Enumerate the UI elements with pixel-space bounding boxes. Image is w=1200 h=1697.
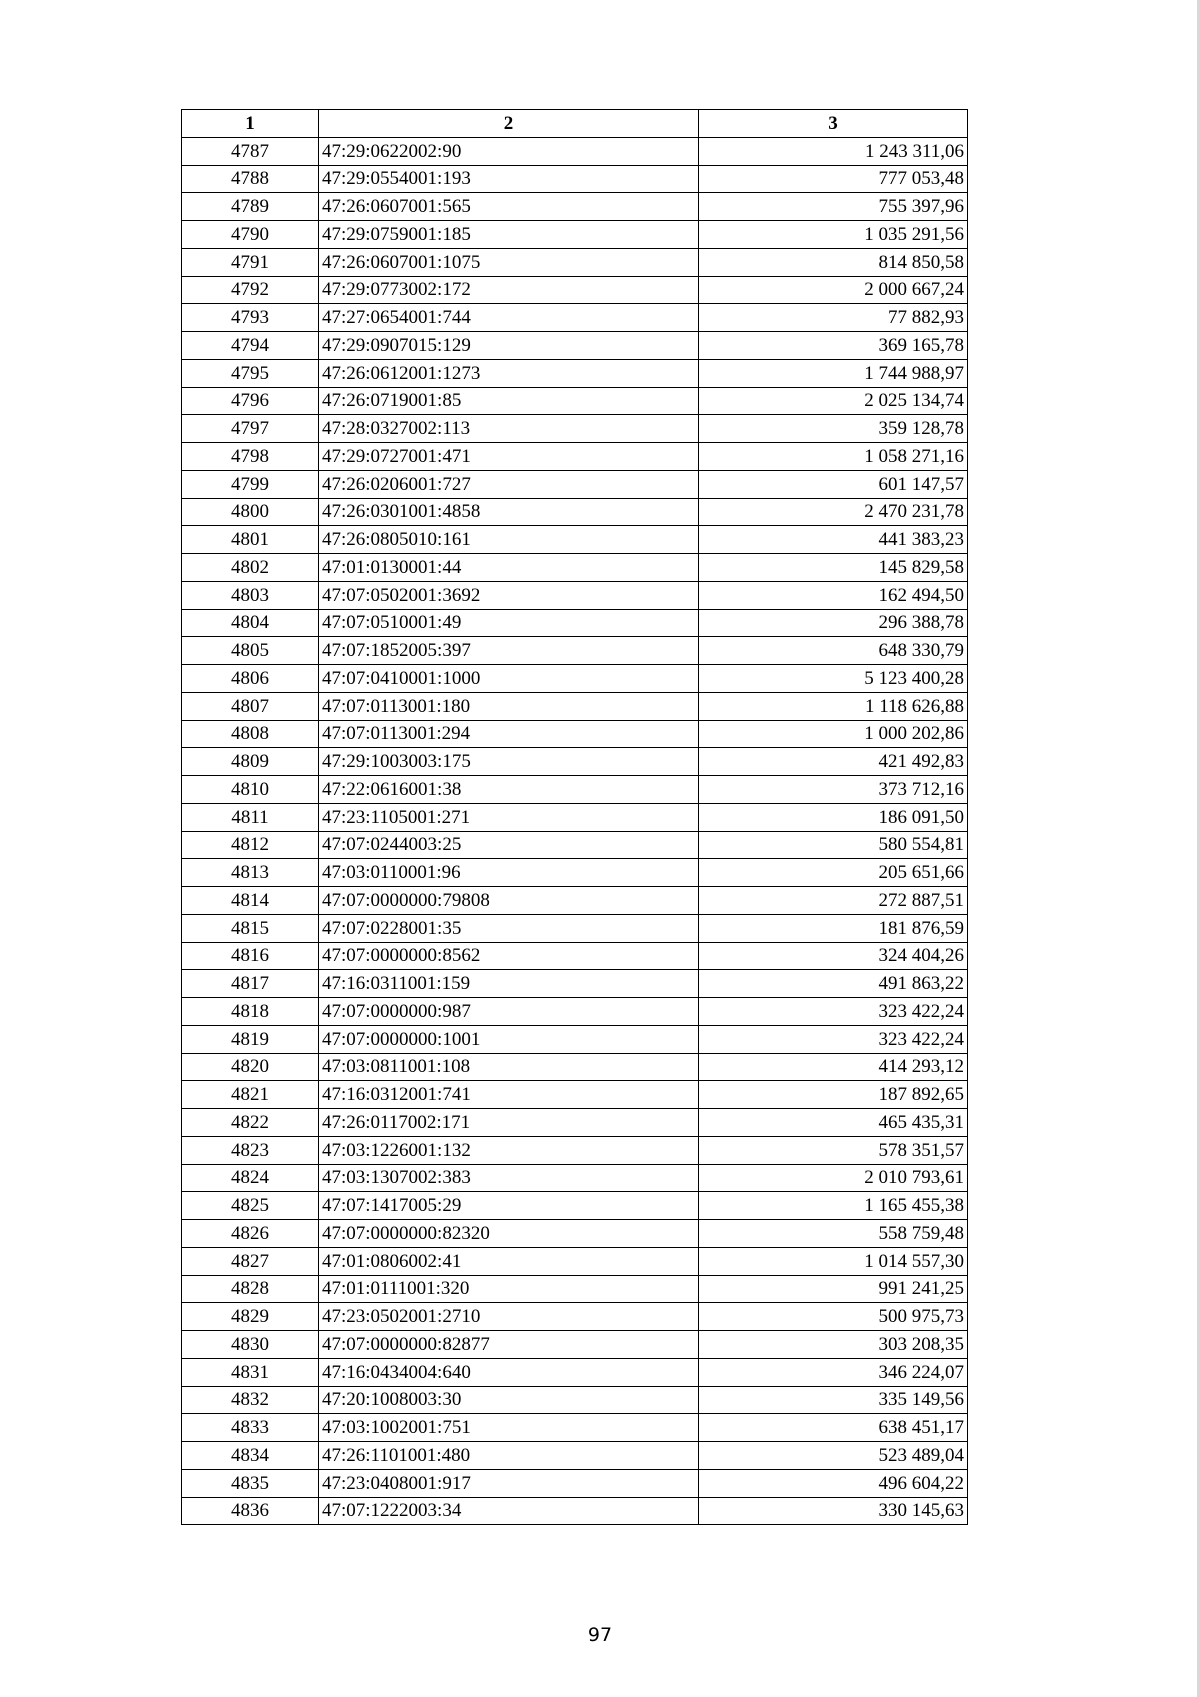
table-row [182,1164,968,1192]
table-row [182,859,968,887]
value-cell: 441 383,23 [699,526,968,554]
cadastral-number-cell: 47:07:0000000:987 [319,998,699,1026]
row-number-cell: 4835 [182,1469,319,1497]
cadastral-number-cell: 47:01:0806002:41 [319,1247,699,1275]
row-number-cell: 4801 [182,526,319,554]
table-body [182,137,968,1525]
table-row [182,1081,968,1109]
value-cell: 181 876,59 [699,914,968,942]
value-cell: 1 014 557,30 [699,1247,968,1275]
table-header [182,110,968,138]
table-row [182,193,968,221]
cadastral-number-cell: 47:07:0113001:294 [319,720,699,748]
cadastral-number-cell: 47:07:0113001:180 [319,692,699,720]
cadastral-number-cell: 47:23:0408001:917 [319,1469,699,1497]
value-cell: 1 058 271,16 [699,443,968,471]
row-number-cell: 4825 [182,1192,319,1220]
row-number-cell: 4789 [182,193,319,221]
row-number-cell: 4809 [182,748,319,776]
cadastral-number-cell: 47:28:0327002:113 [319,415,699,443]
table-row [182,1469,968,1497]
table-row [182,554,968,582]
cadastral-number-cell: 47:03:1226001:132 [319,1136,699,1164]
table-row [182,998,968,1026]
table-row [182,165,968,193]
row-number-cell: 4820 [182,1053,319,1081]
table-row [182,1053,968,1081]
table-row [182,137,968,165]
value-cell: 186 091,50 [699,803,968,831]
table-row [182,1136,968,1164]
column-header-2: 2 [319,110,699,138]
value-cell: 755 397,96 [699,193,968,221]
cadastral-number-cell: 47:26:0607001:565 [319,193,699,221]
table-row [182,887,968,915]
row-number-cell: 4808 [182,720,319,748]
cadastral-number-cell: 47:07:0000000:82877 [319,1331,699,1359]
value-cell: 187 892,65 [699,1081,968,1109]
value-cell: 205 651,66 [699,859,968,887]
cadastral-number-cell: 47:29:0727001:471 [319,443,699,471]
cadastral-number-cell: 47:03:0110001:96 [319,859,699,887]
row-number-cell: 4818 [182,998,319,1026]
value-cell: 421 492,83 [699,748,968,776]
row-number-cell: 4796 [182,387,319,415]
row-number-cell: 4791 [182,248,319,276]
value-cell: 777 053,48 [699,165,968,193]
row-number-cell: 4806 [182,665,319,693]
cadastral-number-cell: 47:07:0244003:25 [319,831,699,859]
table-row [182,332,968,360]
table-row [182,637,968,665]
row-number-cell: 4817 [182,970,319,998]
value-cell: 296 388,78 [699,609,968,637]
cadastral-number-cell: 47:26:0607001:1075 [319,248,699,276]
table-row [182,665,968,693]
cadastral-number-cell: 47:23:0502001:2710 [319,1303,699,1331]
table-row [182,803,968,831]
table-row [182,359,968,387]
cadastral-number-cell: 47:26:0805010:161 [319,526,699,554]
cadastral-number-cell: 47:07:0510001:49 [319,609,699,637]
row-number-cell: 4811 [182,803,319,831]
table-row [182,415,968,443]
table-row [182,1275,968,1303]
row-number-cell: 4816 [182,942,319,970]
cadastral-number-cell: 47:23:1105001:271 [319,803,699,831]
row-number-cell: 4819 [182,1025,319,1053]
row-number-cell: 4793 [182,304,319,332]
value-cell: 491 863,22 [699,970,968,998]
table-row [182,443,968,471]
cadastral-number-cell: 47:07:0228001:35 [319,914,699,942]
value-cell: 330 145,63 [699,1497,968,1525]
cadastral-number-cell: 47:20:1008003:30 [319,1386,699,1414]
value-cell: 1 243 311,06 [699,137,968,165]
table-row [182,470,968,498]
value-cell: 373 712,16 [699,776,968,804]
row-number-cell: 4824 [182,1164,319,1192]
row-number-cell: 4833 [182,1414,319,1442]
cadastral-number-cell: 47:03:0811001:108 [319,1053,699,1081]
value-cell: 500 975,73 [699,1303,968,1331]
table-row [182,1109,968,1137]
value-cell: 359 128,78 [699,415,968,443]
cadastral-number-cell: 47:29:0759001:185 [319,221,699,249]
table-row [182,748,968,776]
cadastral-number-cell: 47:07:0410001:1000 [319,665,699,693]
table-row [182,831,968,859]
cadastral-number-cell: 47:27:0654001:744 [319,304,699,332]
cadastral-number-cell: 47:07:1417005:29 [319,1192,699,1220]
value-cell: 2 000 667,24 [699,276,968,304]
header-row [182,110,968,138]
table-row [182,776,968,804]
cadastral-number-cell: 47:03:1002001:751 [319,1414,699,1442]
cadastral-number-cell: 47:26:1101001:480 [319,1442,699,1470]
table-row [182,914,968,942]
cadastral-number-cell: 47:29:0554001:193 [319,165,699,193]
cadastral-number-cell: 47:01:0111001:320 [319,1275,699,1303]
value-cell: 648 330,79 [699,637,968,665]
row-number-cell: 4829 [182,1303,319,1331]
row-number-cell: 4803 [182,581,319,609]
row-number-cell: 4827 [182,1247,319,1275]
value-cell: 1 165 455,38 [699,1192,968,1220]
value-cell: 5 123 400,28 [699,665,968,693]
table-row [182,304,968,332]
table-row [182,692,968,720]
cadastral-number-cell: 47:07:1222003:34 [319,1497,699,1525]
cadastral-number-cell: 47:29:1003003:175 [319,748,699,776]
value-cell: 465 435,31 [699,1109,968,1137]
table-row [182,387,968,415]
table-row [182,720,968,748]
value-cell: 814 850,58 [699,248,968,276]
row-number-cell: 4836 [182,1497,319,1525]
cadastral-number-cell: 47:26:0117002:171 [319,1109,699,1137]
table-row [182,970,968,998]
table-row [182,1497,968,1525]
value-cell: 991 241,25 [699,1275,968,1303]
table-row [182,1025,968,1053]
table-row [182,581,968,609]
cadastral-number-cell: 47:26:0206001:727 [319,470,699,498]
row-number-cell: 4794 [182,332,319,360]
value-cell: 523 489,04 [699,1442,968,1470]
row-number-cell: 4798 [182,443,319,471]
cadastral-number-cell: 47:26:0612001:1273 [319,359,699,387]
value-cell: 496 604,22 [699,1469,968,1497]
row-number-cell: 4800 [182,498,319,526]
row-number-cell: 4799 [182,470,319,498]
table-row [182,526,968,554]
row-number-cell: 4802 [182,554,319,582]
cadastral-number-cell: 47:16:0311001:159 [319,970,699,998]
row-number-cell: 4787 [182,137,319,165]
row-number-cell: 4812 [182,831,319,859]
cadastral-number-cell: 47:07:0502001:3692 [319,581,699,609]
table-row [182,1220,968,1248]
value-cell: 272 887,51 [699,887,968,915]
table-row [182,1192,968,1220]
table-row [182,248,968,276]
value-cell: 2 470 231,78 [699,498,968,526]
value-cell: 638 451,17 [699,1414,968,1442]
row-number-cell: 4826 [182,1220,319,1248]
value-cell: 1 000 202,86 [699,720,968,748]
table-row [182,1358,968,1386]
table-row [182,1386,968,1414]
value-cell: 162 494,50 [699,581,968,609]
value-cell: 335 149,56 [699,1386,968,1414]
value-cell: 303 208,35 [699,1331,968,1359]
value-cell: 324 404,26 [699,942,968,970]
row-number-cell: 4813 [182,859,319,887]
value-cell: 346 224,07 [699,1358,968,1386]
page-number: 97 [587,1624,613,1646]
cadastral-number-cell: 47:22:0616001:38 [319,776,699,804]
cadastral-number-cell: 47:16:0312001:741 [319,1081,699,1109]
row-number-cell: 4805 [182,637,319,665]
value-cell: 1 035 291,56 [699,221,968,249]
row-number-cell: 4792 [182,276,319,304]
value-cell: 369 165,78 [699,332,968,360]
row-number-cell: 4821 [182,1081,319,1109]
row-number-cell: 4807 [182,692,319,720]
row-number-cell: 4790 [182,221,319,249]
row-number-cell: 4795 [182,359,319,387]
value-cell: 580 554,81 [699,831,968,859]
value-cell: 414 293,12 [699,1053,968,1081]
cadastral-number-cell: 47:07:0000000:82320 [319,1220,699,1248]
row-number-cell: 4804 [182,609,319,637]
value-cell: 1 744 988,97 [699,359,968,387]
value-cell: 323 422,24 [699,1025,968,1053]
data-table [181,109,968,1525]
cadastral-number-cell: 47:16:0434004:640 [319,1358,699,1386]
table-row [182,609,968,637]
table-row [182,1331,968,1359]
row-number-cell: 4822 [182,1109,319,1137]
row-number-cell: 4831 [182,1358,319,1386]
row-number-cell: 4830 [182,1331,319,1359]
row-number-cell: 4832 [182,1386,319,1414]
table-row [182,1247,968,1275]
value-cell: 77 882,93 [699,304,968,332]
cadastral-number-cell: 47:29:0622002:90 [319,137,699,165]
table-row [182,942,968,970]
value-cell: 558 759,48 [699,1220,968,1248]
value-cell: 2 010 793,61 [699,1164,968,1192]
row-number-cell: 4810 [182,776,319,804]
table-row [182,221,968,249]
value-cell: 2 025 134,74 [699,387,968,415]
cadastral-number-cell: 47:01:0130001:44 [319,554,699,582]
cadastral-number-cell: 47:07:0000000:8562 [319,942,699,970]
row-number-cell: 4797 [182,415,319,443]
row-number-cell: 4814 [182,887,319,915]
row-number-cell: 4815 [182,914,319,942]
row-number-cell: 4823 [182,1136,319,1164]
cadastral-number-cell: 47:26:0301001:4858 [319,498,699,526]
table-row [182,1442,968,1470]
cadastral-number-cell: 47:29:0907015:129 [319,332,699,360]
column-header-1: 1 [182,110,319,138]
column-header-3: 3 [699,110,968,138]
cadastral-number-cell: 47:07:0000000:79808 [319,887,699,915]
cadastral-number-cell: 47:29:0773002:172 [319,276,699,304]
table-row [182,1303,968,1331]
table-row [182,276,968,304]
value-cell: 323 422,24 [699,998,968,1026]
cadastral-number-cell: 47:26:0719001:85 [319,387,699,415]
table-row [182,498,968,526]
row-number-cell: 4828 [182,1275,319,1303]
table-row [182,1414,968,1442]
value-cell: 145 829,58 [699,554,968,582]
value-cell: 578 351,57 [699,1136,968,1164]
cadastral-number-cell: 47:03:1307002:383 [319,1164,699,1192]
cadastral-number-cell: 47:07:1852005:397 [319,637,699,665]
value-cell: 601 147,57 [699,470,968,498]
value-cell: 1 118 626,88 [699,692,968,720]
row-number-cell: 4788 [182,165,319,193]
cadastral-number-cell: 47:07:0000000:1001 [319,1025,699,1053]
row-number-cell: 4834 [182,1442,319,1470]
